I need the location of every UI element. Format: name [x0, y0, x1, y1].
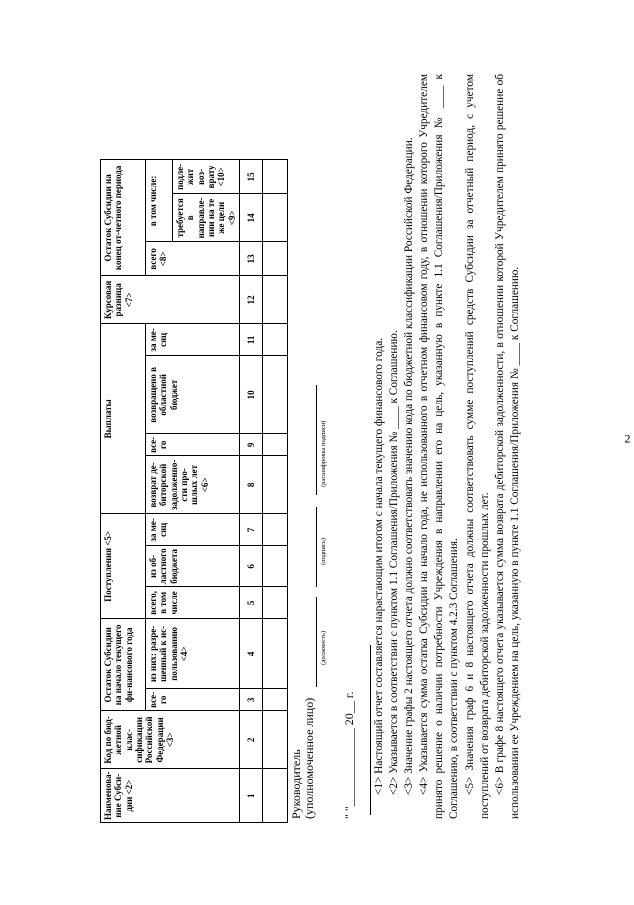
footnote: <2> Указывается в соответствии с пунктом 1.1 Соглашения/Приложения № ____ к Соглашению. — [388, 330, 401, 795]
header-c3: все-го — [146, 689, 240, 711]
header-c7: за ме-сяц — [146, 514, 240, 546]
position-caption: (должность) — [320, 630, 327, 665]
table-cell — [263, 434, 288, 456]
table-cell — [263, 689, 288, 711]
footnote: <3> Значение графы 2 настоящего отчета должно соответствовать значению кода по бюджетной классификации Российской Федерации. — [403, 137, 416, 795]
signatory-subtitle: (уполномоченное лицо) — [302, 697, 316, 819]
header-c14: требуется в направле-нии на те же цели <9> — [173, 194, 240, 242]
col-number: 7 — [240, 514, 263, 546]
col-number: 4 — [240, 619, 263, 689]
table-cell — [263, 324, 288, 356]
col-number: 12 — [240, 276, 263, 324]
header-c9: все-го — [146, 434, 240, 456]
header-ost-start: Остаток Субсидии на начало текущего фи-нансового года — [101, 619, 146, 711]
header-c15: подле-жит воз-врату <10> — [173, 160, 240, 194]
col-number: 13 — [240, 242, 263, 276]
table-cell — [263, 587, 288, 619]
col-number: 8 — [240, 456, 263, 514]
table-cell — [263, 356, 288, 434]
footnote: <4> Указывается сумма остатка Субсидии на начало года, не использованного в отчетном финансовом году, в отношении которого Учредителем принято решение о наличии потребности Учреждения в направлении его на цель, указанную в пункте 1.1 Соглашения/Приложения № ____ к Соглашению, в соответствии с пунктом 4.2.3 Соглашения. — [418, 74, 461, 819]
col-number: 10 — [240, 356, 263, 434]
header-c1: Наименова-ние Субси-дии <2> — [101, 769, 240, 823]
table-cell — [263, 711, 288, 769]
col-number: 9 — [240, 434, 263, 456]
col-number: 2 — [240, 711, 263, 769]
table-cell — [263, 456, 288, 514]
page-number: 2 — [624, 431, 631, 446]
table-cell — [263, 619, 288, 689]
header-c6: из об-ластного бюджета — [146, 546, 240, 587]
header-vtch: в том числе: — [146, 160, 173, 242]
header-c10: возвращено в областной бюджет — [146, 356, 240, 434]
sign-line — [316, 507, 317, 587]
signature-block — [290, 698, 316, 819]
footnote-rule — [370, 645, 371, 815]
col-number: 11 — [240, 324, 263, 356]
header-c13: всего <8> — [146, 242, 240, 276]
date-line: " "_____________ 20__ г. — [342, 691, 356, 819]
header-vypl: Выплаты — [101, 324, 146, 514]
table-cell — [263, 514, 288, 546]
table-cell — [263, 769, 288, 823]
sign-caption: (подпись) — [320, 538, 327, 565]
header-postup: Поступления <5> — [101, 514, 146, 619]
signatory-title: Руководитель — [289, 749, 303, 819]
position-line — [316, 597, 317, 687]
footnote: <1> Настоящий отчет составляется нарастающим итогом с начала текущего финансового года. — [373, 337, 385, 795]
col-number: 14 — [240, 194, 263, 242]
col-number: 3 — [240, 689, 263, 711]
header-c4: из них: разре-шенный к ис-пользованию <4> — [146, 619, 240, 689]
table-cell — [263, 160, 288, 194]
col-number: 1 — [240, 769, 263, 823]
table-cell — [263, 194, 288, 242]
header-c5: всего, в том числе — [146, 587, 240, 619]
header-ost-end: Остаток Субсидии на конец от-четного периода — [101, 160, 146, 276]
table-cell — [263, 276, 288, 324]
col-number: 6 — [240, 546, 263, 587]
name-line — [316, 385, 317, 495]
report-table — [100, 159, 288, 823]
name-caption: (расшифровка подписи) — [320, 420, 327, 487]
header-c2: Код по бюд-жетной клас-сификации Российской Федерации <3> — [101, 711, 240, 769]
header-c11: за ме-сяц — [146, 324, 240, 356]
table-cell — [263, 546, 288, 587]
header-c12: Курсовая разница <7> — [101, 276, 240, 324]
col-number: 5 — [240, 587, 263, 619]
header-c8: возврат де-биторской задолженно-сти про-шлых лет <6> — [146, 456, 240, 514]
table-cell — [263, 242, 288, 276]
footnotes — [372, 74, 523, 819]
col-number: 15 — [240, 160, 263, 194]
footnote: <6> В графе 8 настоящего отчета указывается сумма возврата дебиторской задолженности, в отношении которой Учредителем принято решение об использовании ее Учреждением на цель, указанную в пункте 1.1 Соглашения/Приложения № ____ к Соглашению. — [493, 74, 521, 819]
footnote: <5> Значения граф 6 и 8 настоящего отчета должны соответствовать сумме поступлений средств Субсидии за отчетный период, с учетом поступлений от возврата дебиторской задолженности прошлых лет. — [463, 74, 491, 819]
